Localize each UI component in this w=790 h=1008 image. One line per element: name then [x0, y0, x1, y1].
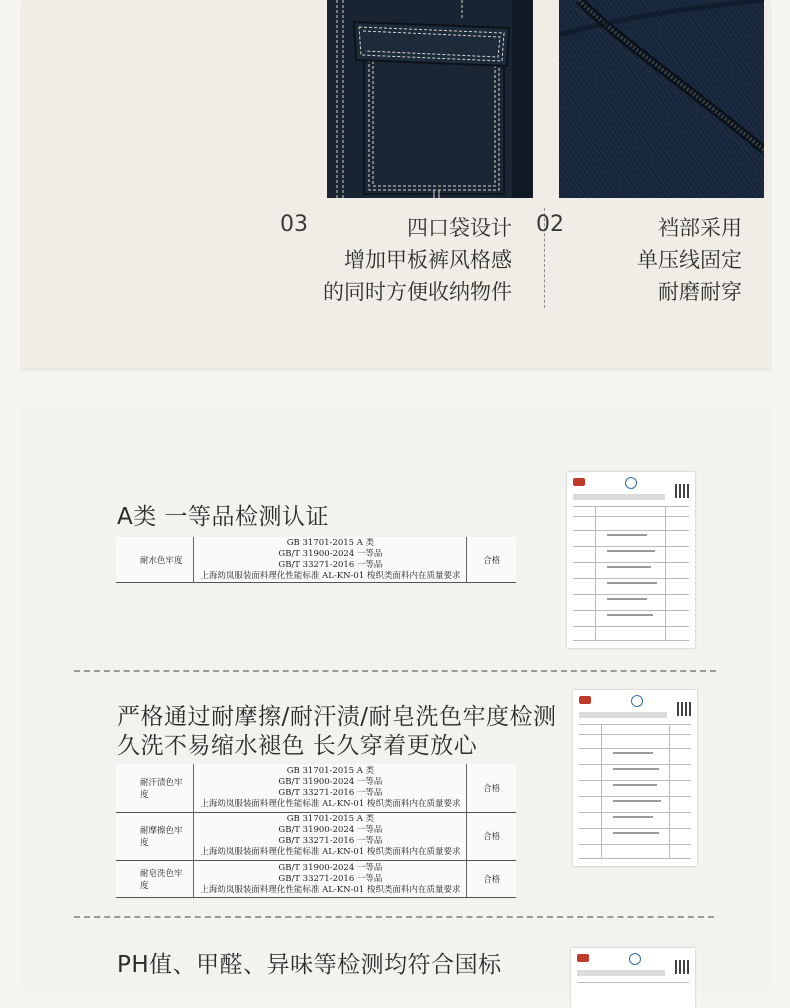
test-item-name: 耐皂洗色牢度	[116, 861, 194, 898]
test-standards	[194, 764, 467, 812]
test-result: 合格	[467, 764, 516, 812]
test-report-image	[571, 948, 695, 1008]
table-row	[116, 861, 516, 898]
certification-title: 久洗不易缩水褪色 长久穿着更放心	[117, 733, 478, 759]
feature-line: 耐磨耐穿	[658, 280, 742, 304]
test-item-name: 耐水色牢度	[116, 537, 194, 583]
standard-line: 上海幼岚服装面料理化性能标准 AL-KN-01 梭织类面料内在质量要求	[200, 798, 461, 809]
feature-line: 四口袋设计	[407, 216, 512, 240]
standard-line: 上海幼岚服装面料理化性能标准 AL-KN-01 梭织类面料内在质量要求	[200, 847, 461, 858]
certification-title: 严格通过耐摩擦/耐汗渍/耐皂洗色牢度检测	[117, 704, 557, 730]
crotch-seam-photo	[559, 0, 764, 198]
standard-line: 上海幼岚服装面料理化性能标准 AL-KN-01 梭织类面料内在质量要求	[200, 570, 461, 581]
table-row	[116, 764, 516, 812]
standard-line: GB/T 31900-2024 一等品	[278, 776, 383, 787]
certification-panel	[22, 410, 770, 988]
section-divider	[74, 916, 714, 918]
test-standards	[194, 537, 467, 583]
section-divider	[74, 670, 716, 672]
certification-title: PH值、甲醛、异味等检测均符合国标	[117, 952, 502, 978]
standard-line: GB 31701-2015 A 类	[286, 537, 375, 548]
feature-line: 裆部采用	[658, 216, 742, 240]
standard-line: GB/T 33271-2016 一等品	[278, 787, 383, 798]
standard-line: GB/T 33271-2016 一等品	[278, 873, 383, 884]
certification-title: A类 一等品检测认证	[117, 504, 330, 530]
feature-panel	[22, 0, 770, 368]
table-row	[116, 537, 516, 583]
standard-line: GB/T 33271-2016 一等品	[278, 836, 383, 847]
standard-line: GB/T 31900-2024 一等品	[278, 862, 383, 873]
standard-line: GB 31701-2015 A 类	[286, 814, 375, 825]
standard-line: GB 31701-2015 A 类	[286, 765, 375, 776]
test-result: 合格	[467, 537, 516, 583]
test-result-table	[116, 764, 516, 898]
feature-number: 03	[280, 212, 308, 237]
table-row	[116, 812, 516, 861]
test-standards	[194, 812, 467, 861]
standard-line: GB/T 31900-2024 一等品	[278, 548, 383, 559]
cargo-pocket-photo	[327, 0, 533, 198]
standard-line: 上海幼岚服装面料理化性能标准 AL-KN-01 梭织类面料内在质量要求	[200, 884, 461, 895]
feature-line: 单压线固定	[637, 248, 742, 272]
standard-line: GB/T 31900-2024 一等品	[278, 825, 383, 836]
feature-number: 02	[536, 212, 564, 237]
test-standards	[194, 861, 467, 898]
feature-line: 增加甲板裤风格感	[344, 248, 512, 272]
test-item-name: 耐汗渍色牢度	[116, 764, 194, 812]
test-result: 合格	[467, 812, 516, 861]
test-result: 合格	[467, 861, 516, 898]
test-report-image	[573, 690, 697, 866]
test-item-name: 耐摩擦色牢度	[116, 812, 194, 861]
test-result-table	[116, 537, 516, 583]
feature-line: 的同时方便收纳物件	[323, 280, 512, 304]
standard-line: GB/T 33271-2016 一等品	[278, 559, 383, 570]
test-report-image	[567, 472, 695, 648]
